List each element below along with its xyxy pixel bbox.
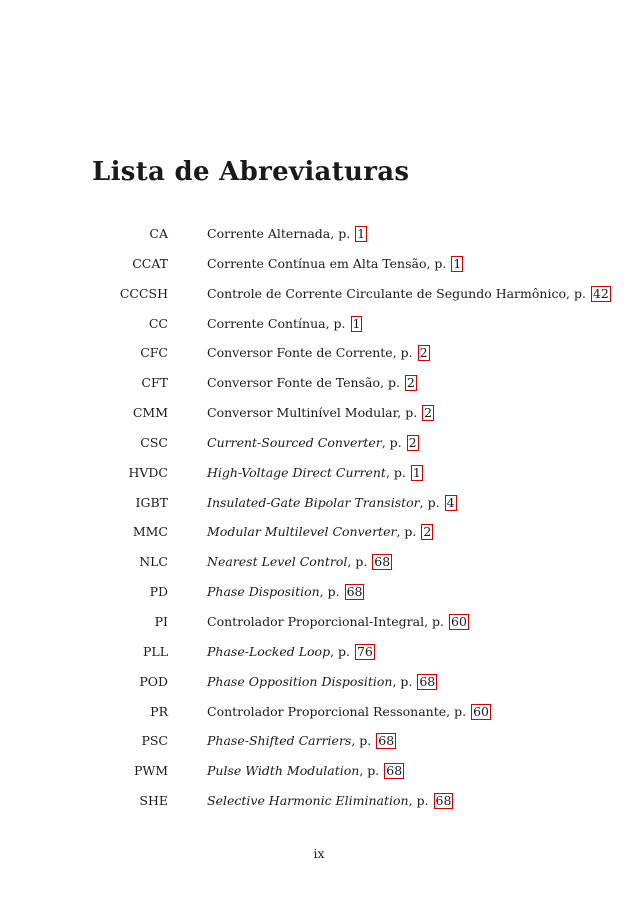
definition xyxy=(207,704,491,720)
page-link[interactable]: 68 xyxy=(419,673,436,689)
abbreviation: POD xyxy=(139,673,168,689)
page-prefix: , p. xyxy=(359,763,384,779)
definition-term: Corrente Alternada xyxy=(207,226,331,241)
definition-term: Nearest Level Control xyxy=(207,554,348,570)
page-prefix: , p. xyxy=(396,524,421,540)
page-prefix: , p. xyxy=(381,434,406,450)
page-prefix: , p. xyxy=(351,733,376,749)
abbreviation: PLL xyxy=(142,643,168,659)
list-item xyxy=(0,644,638,674)
abbreviation: HVDC xyxy=(128,464,168,480)
abbreviation: CFT xyxy=(141,375,168,391)
page-prefix: , p. xyxy=(392,345,417,361)
abbreviation: CSC xyxy=(140,434,168,450)
definition-term: Conversor Fonte de Tensão xyxy=(207,375,381,391)
definition xyxy=(207,226,367,242)
definition xyxy=(207,465,423,481)
definition-term: Corrente Contínua xyxy=(207,315,326,331)
abbreviation: CMM xyxy=(132,405,168,421)
definition-term: Current-Sourced Converter xyxy=(207,434,382,450)
definition xyxy=(207,316,362,332)
abbreviation: PR xyxy=(150,703,168,719)
abbreviation: PWM xyxy=(133,763,168,779)
list-item xyxy=(0,375,638,405)
definition-term: Phase Disposition xyxy=(207,584,320,600)
definition xyxy=(207,495,457,511)
list-item xyxy=(0,226,638,256)
definition xyxy=(207,733,396,749)
definition-term: Conversor Multinível Modular xyxy=(207,405,398,421)
page-link[interactable]: 42 xyxy=(592,285,609,301)
list-item xyxy=(0,495,638,525)
page-link[interactable]: 1 xyxy=(412,464,421,480)
abbreviation: PD xyxy=(149,584,168,600)
definition xyxy=(207,674,437,690)
page-link[interactable]: 1 xyxy=(357,226,366,241)
page-link[interactable]: 1 xyxy=(453,255,462,271)
list-item xyxy=(0,256,638,286)
page-prefix: , p. xyxy=(566,285,590,301)
page-number: ix xyxy=(313,846,325,861)
list-item xyxy=(0,405,638,435)
definition-term: Selective Harmonic Elimination xyxy=(207,793,409,809)
page-link[interactable]: 68 xyxy=(386,763,403,779)
definition xyxy=(207,256,463,272)
definition xyxy=(207,763,404,779)
page-prefix: , p. xyxy=(347,554,372,570)
definition xyxy=(207,375,417,391)
list-item xyxy=(0,316,638,346)
page-link[interactable]: 68 xyxy=(435,793,452,809)
abbreviation: NLC xyxy=(139,554,168,570)
list-item xyxy=(0,704,638,734)
page-title: Lista de Abreviaturas xyxy=(92,157,410,187)
list-item xyxy=(0,733,638,763)
abbreviation: CC xyxy=(148,315,168,331)
list-item xyxy=(0,614,638,644)
definition-term: Insulated-Gate Bipolar Transistor xyxy=(207,494,420,510)
page-prefix: , p. xyxy=(330,226,355,241)
abbreviation: CFC xyxy=(140,345,168,361)
list-item xyxy=(0,345,638,375)
page-link[interactable]: 68 xyxy=(374,554,391,570)
list-item xyxy=(0,435,638,465)
page-prefix: , p. xyxy=(392,673,417,689)
page-link[interactable]: 1 xyxy=(352,315,361,331)
page-link[interactable]: 60 xyxy=(451,613,467,629)
abbreviation: SHE xyxy=(139,793,168,809)
definition-term: Controle de Corrente Circulante de Segundo Harmônico xyxy=(207,285,566,301)
definition-term: Phase Opposition Disposition xyxy=(207,673,393,689)
abbreviation: CCCSH xyxy=(119,285,168,301)
definition xyxy=(207,793,453,809)
page-prefix: , p. xyxy=(330,643,354,659)
list-item xyxy=(0,524,638,554)
page-prefix: , p. xyxy=(385,464,410,480)
definition xyxy=(207,345,430,361)
definition-term: Controlador Proporcional Ressonante xyxy=(207,703,447,719)
definition xyxy=(207,435,419,451)
page-prefix: , p. xyxy=(380,375,404,391)
page-prefix: , p. xyxy=(397,405,422,421)
definition-term: High-Voltage Direct Current xyxy=(207,464,386,480)
definition xyxy=(207,524,433,540)
page-link[interactable]: 76 xyxy=(356,643,373,659)
page-prefix: , p. xyxy=(419,494,444,510)
page-prefix: , p. xyxy=(426,255,451,271)
page-prefix: , p. xyxy=(325,315,350,331)
page-link[interactable]: 2 xyxy=(408,434,417,450)
abbreviation: IGBT xyxy=(135,494,168,510)
page-link[interactable]: 2 xyxy=(406,375,415,391)
definition-term: Phase-Locked Loop xyxy=(207,643,331,659)
abbreviation: PI xyxy=(154,613,168,629)
definition-term: Corrente Contínua em Alta Tensão xyxy=(207,255,427,271)
definition xyxy=(207,614,469,630)
definition xyxy=(207,554,392,570)
list-item xyxy=(0,465,638,495)
definition-term: Modular Multilevel Converter xyxy=(207,524,397,540)
definition-term: Phase-Shifted Carriers xyxy=(207,733,352,749)
list-item xyxy=(0,674,638,704)
page-link[interactable]: 68 xyxy=(378,733,395,749)
page-link[interactable]: 2 xyxy=(423,524,432,540)
page-link[interactable]: 2 xyxy=(424,405,433,421)
abbreviation-list xyxy=(0,226,638,823)
page-link[interactable]: 2 xyxy=(419,345,428,361)
abbreviation: PSC xyxy=(141,733,168,749)
list-item xyxy=(0,584,638,614)
definition-term: Controlador Proporcional-Integral xyxy=(207,613,425,629)
list-item xyxy=(0,763,638,793)
definition-term: Pulse Width Modulation xyxy=(207,763,360,779)
definition-term: Conversor Fonte de Corrente xyxy=(207,345,393,361)
page-prefix: , p. xyxy=(446,703,471,719)
list-item xyxy=(0,554,638,584)
definition xyxy=(207,644,375,660)
list-item xyxy=(0,793,638,823)
page-link[interactable]: 4 xyxy=(446,494,455,510)
definition xyxy=(207,584,364,600)
abbreviation: CCAT xyxy=(132,255,168,271)
abbreviation: CA xyxy=(149,226,168,241)
list-item xyxy=(0,286,638,316)
page-link[interactable]: 68 xyxy=(346,584,363,600)
page-prefix: , p. xyxy=(408,793,433,809)
page-link[interactable]: 60 xyxy=(473,703,489,719)
abbreviation: MMC xyxy=(132,524,168,540)
page-prefix: , p. xyxy=(319,584,344,600)
definition xyxy=(207,405,434,421)
definition xyxy=(207,286,611,302)
page-prefix: , p. xyxy=(424,613,448,629)
